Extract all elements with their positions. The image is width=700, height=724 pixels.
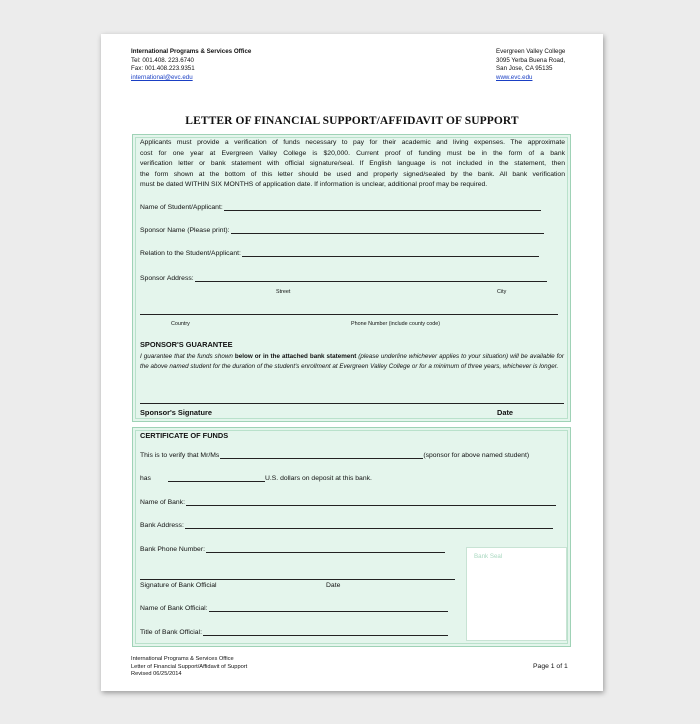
address-line-2[interactable] <box>140 314 558 315</box>
sponsor-address-label: Sponsor Address: <box>140 275 194 282</box>
college-address-block <box>496 48 565 82</box>
street-sublabel: Street <box>276 289 291 295</box>
office-contact-block <box>131 48 251 82</box>
intro-line: verification letter or bank statement with official signature/seal. If English language is not included in the statement, then <box>140 160 565 167</box>
sponsor-name-line[interactable] <box>231 233 544 234</box>
bank-address-label: Bank Address: <box>140 522 184 529</box>
has-label: has <box>140 475 151 482</box>
relation-label: Relation to the Student/Applicant: <box>140 250 241 257</box>
relation-field[interactable] <box>140 250 539 257</box>
sponsor-address-line[interactable] <box>195 281 547 282</box>
footer-line: International Programs & Services Office <box>131 656 234 662</box>
guarantee-text-part: (please underline whichever applies to your situation) will be available for the above named student for the duration of the student's enrollment at Evergreen Valley College or for a minimum of three years, whichever is longer. <box>140 353 564 371</box>
footer-line: Revised 06/25/2014 <box>131 671 182 678</box>
bank-seal-area[interactable] <box>466 547 567 641</box>
office-name: International Programs & Services Office <box>131 48 252 55</box>
page-title: LETTER OF FINANCIAL SUPPORT/AFFIDAVIT OF SUPPORT <box>185 115 519 127</box>
guarantee-text-part: I guarantee that the funds shown <box>140 353 235 360</box>
deposit-amount-line[interactable] <box>168 481 265 482</box>
bank-official-title-line[interactable] <box>203 635 448 636</box>
college-web-link[interactable]: www.evc.edu <box>496 73 533 81</box>
bank-official-signature-line[interactable] <box>140 579 455 580</box>
office-email-link[interactable]: international@evc.edu <box>131 73 193 81</box>
certificate-heading: CERTIFICATE OF FUNDS <box>140 431 229 440</box>
footer-line: Letter of Financial Support/Affidavit of Support <box>131 663 248 670</box>
sponsor-note: (sponsor for above named student) <box>423 452 530 459</box>
bank-official-name-field[interactable] <box>140 605 448 612</box>
bank-phone-line[interactable] <box>206 552 445 553</box>
verify-label: This is to verify that Mr/Ms <box>140 452 220 459</box>
bank-name-line[interactable] <box>186 505 556 506</box>
bank-official-title-field[interactable] <box>140 629 448 636</box>
verify-sponsor-line[interactable] <box>220 458 423 459</box>
college-street: 3095 Yerba Buena Road, <box>496 56 566 64</box>
intro-line: must be dated WITHIN SIX MONTHS of application date. If information is unclear, additional proof may be required. <box>140 181 488 188</box>
bank-name-label: Name of Bank: <box>140 499 185 506</box>
document-page <box>101 34 603 691</box>
intro-line: cost for one year at Evergreen Valley College is $20,000. Current proof of funding must be in the form of a bank <box>140 149 565 157</box>
bank-official-date-label: Date <box>326 582 341 589</box>
footer-info <box>131 656 247 679</box>
sponsor-date-label: Date <box>497 408 514 417</box>
student-name-line[interactable] <box>224 210 541 211</box>
student-name-label: Name of Student/Applicant: <box>140 204 223 211</box>
sponsor-name-field[interactable] <box>140 227 544 234</box>
bank-address-line[interactable] <box>185 528 553 529</box>
bank-phone-field[interactable] <box>140 546 445 553</box>
relation-line[interactable] <box>242 256 539 257</box>
sponsor-signature-line[interactable] <box>140 403 564 404</box>
sponsor-signature-label: Sponsor's Signature <box>140 408 212 417</box>
bank-address-field[interactable] <box>140 522 553 529</box>
phone-sublabel: Phone Number (include county code) <box>351 321 440 327</box>
bank-official-name-line[interactable] <box>209 611 448 612</box>
bank-name-field[interactable] <box>140 499 556 506</box>
bank-official-title-label: Title of Bank Official: <box>140 629 202 636</box>
college-city: San Jose, CA 95135 <box>496 65 553 73</box>
guarantee-text-bold: below or in the attached bank statement <box>234 353 357 360</box>
office-tel: Tel: 001.408. 223.6740 <box>131 56 194 64</box>
sponsor-name-label: Sponsor Name (Please print): <box>140 227 230 234</box>
intro-line: the form shown at the bottom of this letter should be used and properly signed/sealed by the bank. All bank verification <box>140 170 565 178</box>
guarantee-heading: SPONSOR'S GUARANTEE <box>140 340 233 349</box>
country-sublabel: Country <box>171 321 190 327</box>
bank-official-name-label: Name of Bank Official: <box>140 605 208 612</box>
deposit-amount-field[interactable] <box>140 475 372 482</box>
city-sublabel: City <box>497 289 507 295</box>
office-fax: Fax: 001.408.223.9351 <box>131 65 195 73</box>
student-name-field[interactable] <box>140 204 541 211</box>
page-number: Page 1 of 1 <box>533 663 568 670</box>
bank-official-signature-label: Signature of Bank Official <box>140 582 217 589</box>
deposit-label: U.S. dollars on deposit at this bank. <box>264 475 372 482</box>
bank-seal-label: Bank Seal <box>474 553 503 560</box>
college-name: Evergreen Valley College <box>496 48 566 55</box>
sponsor-address-field[interactable] <box>140 275 547 282</box>
intro-paragraph <box>140 138 565 191</box>
bank-phone-label: Bank Phone Number: <box>140 546 205 553</box>
intro-line: Applicants must provide a verification of funds necessary to pay for their academic and living expenses. The approximate <box>140 139 565 146</box>
guarantee-text <box>140 352 564 373</box>
verify-sponsor-field[interactable] <box>140 452 529 459</box>
